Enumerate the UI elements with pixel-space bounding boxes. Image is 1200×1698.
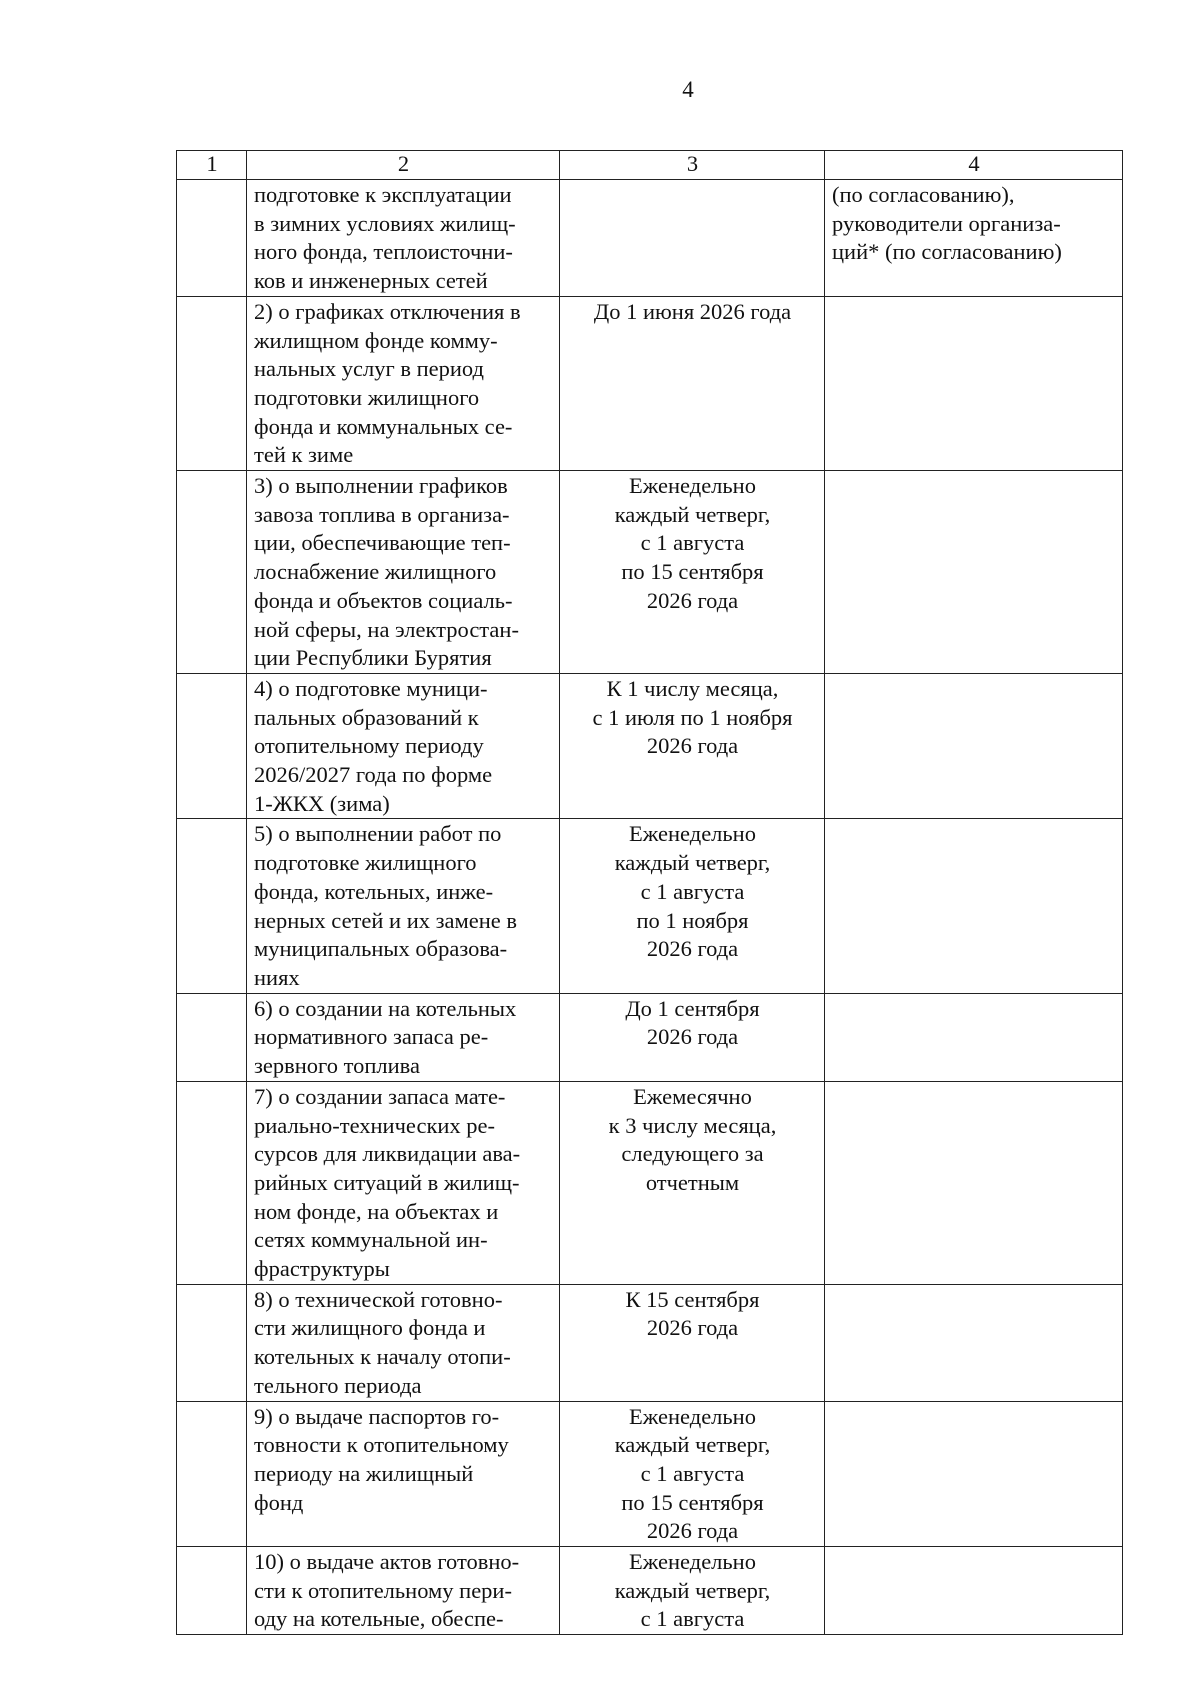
responsible-cell	[825, 1547, 1123, 1635]
table-row	[177, 1547, 1123, 1635]
deadline-cell: До 1 сентября 2026 года	[560, 993, 825, 1081]
table-header-row	[177, 151, 1123, 180]
deadline-cell: Ежемесячно к 3 числу месяца, следующего за отчетным	[560, 1081, 825, 1284]
row-number-cell	[177, 819, 247, 993]
responsible-cell: (по согласованию), руководители организа- ций* (по согласованию)	[825, 180, 1123, 297]
item-description-cell: 4) о подготовке муници- пальных образований к отопительному периоду 2026/2027 года по форме 1-ЖКХ (зима)	[247, 673, 560, 819]
column-header-1: 1	[177, 151, 247, 180]
deadline-cell	[560, 180, 825, 297]
responsible-cell	[825, 1401, 1123, 1547]
row-number-cell	[177, 673, 247, 819]
table-row	[177, 471, 1123, 674]
deadline-cell: К 15 сентября 2026 года	[560, 1284, 825, 1401]
table-row	[177, 296, 1123, 470]
page-number: 4	[682, 77, 694, 102]
item-description-cell: 8) о технической готовно- сти жилищного фонда и котельных к началу отопи- тельного периода	[247, 1284, 560, 1401]
row-number-cell	[177, 1081, 247, 1284]
item-description-cell: 5) о выполнении работ по подготовке жилищного фонда, котельных, инже- нерных сетей и их замене в муниципальных образова- ниях	[247, 819, 560, 993]
row-number-cell	[177, 180, 247, 297]
responsible-cell	[825, 296, 1123, 470]
table-row	[177, 1284, 1123, 1401]
responsible-cell	[825, 673, 1123, 819]
item-description-cell: 6) о создании на котельных нормативного запаса ре- зервного топлива	[247, 993, 560, 1081]
responsible-cell	[825, 993, 1123, 1081]
item-description-cell: 7) о создании запаса мате- риально-технических ре- сурсов для ликвидации ава- рийных ситуаций в жилищ- ном фонде, на объектах и сетях коммунальной ин- фраструктуры	[247, 1081, 560, 1284]
table-row	[177, 673, 1123, 819]
deadline-cell: Еженедельно каждый четверг, с 1 августа	[560, 1547, 825, 1635]
table-row	[177, 993, 1123, 1081]
column-header-3: 3	[560, 151, 825, 180]
deadline-cell: Еженедельно каждый четверг, с 1 августа по 15 сентября 2026 года	[560, 1401, 825, 1547]
deadline-cell: Еженедельно каждый четверг, с 1 августа по 1 ноября 2026 года	[560, 819, 825, 993]
table-row	[177, 819, 1123, 993]
deadline-cell: Еженедельно каждый четверг, с 1 августа по 15 сентября 2026 года	[560, 471, 825, 674]
column-header-2: 2	[247, 151, 560, 180]
table-row	[177, 1081, 1123, 1284]
item-description-cell: 9) о выдаче паспортов го- товности к отопительному периоду на жилищный фонд	[247, 1401, 560, 1547]
row-number-cell	[177, 1401, 247, 1547]
responsible-cell	[825, 819, 1123, 993]
row-number-cell	[177, 1284, 247, 1401]
item-description-cell: 3) о выполнении графиков завоза топлива в организа- ции, обеспечивающие теп- лоснабжение жилищного фонда и объектов социаль- ной сферы, на электростан- ции Республики Бурятия	[247, 471, 560, 674]
item-description-cell: подготовке к эксплуатации в зимних условиях жилищ- ного фонда, теплоисточни- ков и инженерных сетей	[247, 180, 560, 297]
deadline-cell: К 1 числу месяца, с 1 июля по 1 ноября 2026 года	[560, 673, 825, 819]
row-number-cell	[177, 993, 247, 1081]
item-description-cell: 2) о графиках отключения в жилищном фонде комму- нальных услуг в период подготовки жилищного фонда и коммунальных се- тей к зиме	[247, 296, 560, 470]
schedule-table	[176, 150, 1123, 1635]
responsible-cell	[825, 471, 1123, 674]
responsible-cell	[825, 1284, 1123, 1401]
table-row	[177, 1401, 1123, 1547]
row-number-cell	[177, 296, 247, 470]
column-header-4: 4	[825, 151, 1123, 180]
item-description-cell: 10) о выдаче актов готовно- сти к отопительному пери- оду на котельные, обеспе-	[247, 1547, 560, 1635]
deadline-cell: До 1 июня 2026 года	[560, 296, 825, 470]
row-number-cell	[177, 1547, 247, 1635]
responsible-cell	[825, 1081, 1123, 1284]
table-row	[177, 180, 1123, 297]
row-number-cell	[177, 471, 247, 674]
